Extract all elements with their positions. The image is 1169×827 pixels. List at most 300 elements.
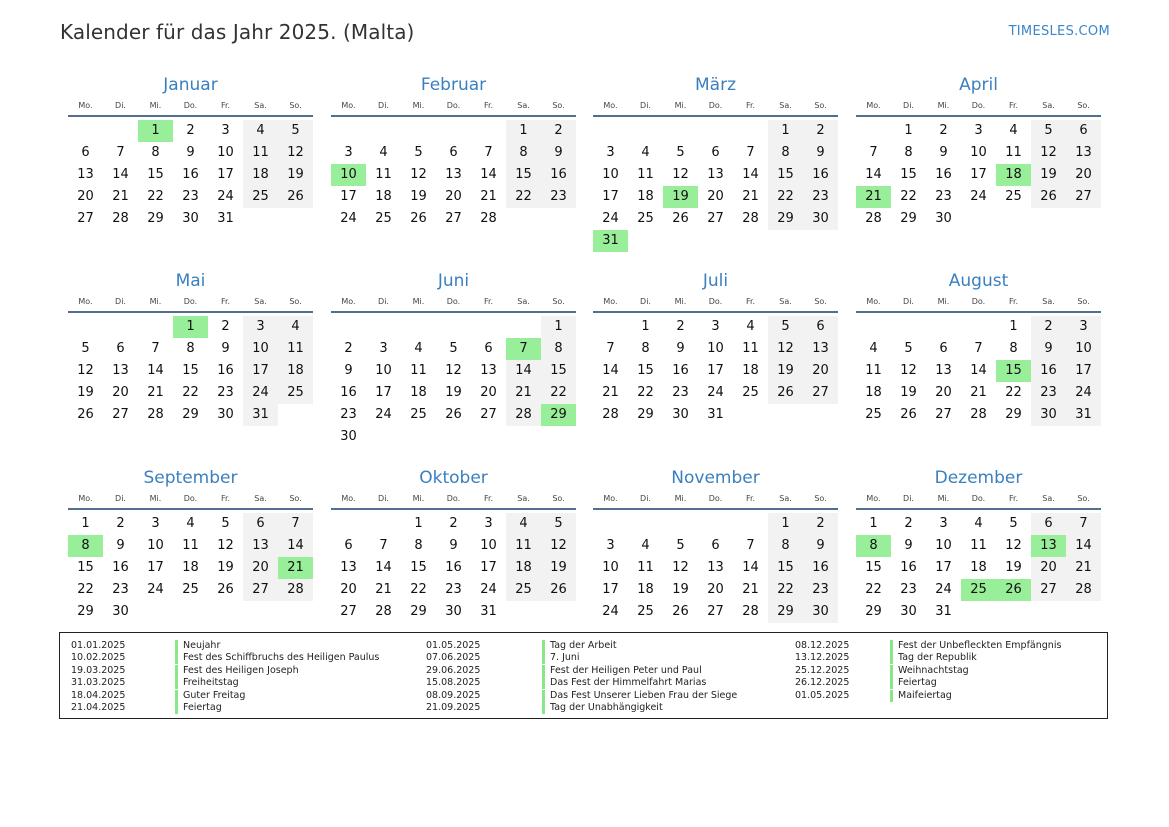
month-6 xyxy=(331,270,576,444)
day-cell: 11 xyxy=(410,363,427,378)
day-cell: 12 xyxy=(278,142,313,164)
day-cell: 21 xyxy=(506,382,541,404)
holiday-day-cell: 1 xyxy=(138,120,173,142)
day-cell: 1 xyxy=(869,516,878,531)
day-cell: 7 xyxy=(974,341,983,356)
day-cell: 10 xyxy=(375,363,392,378)
month-name: Mai xyxy=(175,271,206,291)
day-cell: 28 xyxy=(375,604,392,619)
month-divider xyxy=(68,115,313,117)
day-cell: 25 xyxy=(637,604,654,619)
weekday-label: Fr. xyxy=(745,101,756,110)
day-cell: 21 xyxy=(742,582,759,597)
day-cell: 6 xyxy=(1066,120,1101,142)
weekday-label: Mi. xyxy=(674,297,687,306)
month-1 xyxy=(68,74,313,244)
day-cell: 11 xyxy=(278,338,313,360)
day-cell: 30 xyxy=(182,211,199,226)
day-cell: 23 xyxy=(1031,382,1066,404)
weekday-label: Mi. xyxy=(937,494,950,503)
day-cell: 28 xyxy=(480,211,497,226)
day-cell: 5 xyxy=(278,120,313,142)
day-cell: 27 xyxy=(243,579,278,601)
weekday-label: Sa. xyxy=(779,297,792,306)
day-cell: 29 xyxy=(900,211,917,226)
day-cell: 3 xyxy=(711,319,720,334)
weekday-label: Do. xyxy=(446,297,461,306)
day-cell: 1 xyxy=(1009,319,1018,334)
day-cell: 23 xyxy=(340,407,357,422)
day-cell: 20 xyxy=(340,582,357,597)
month-divider xyxy=(856,311,1101,313)
day-cell: 17 xyxy=(243,360,278,382)
weekday-label: Fr. xyxy=(220,101,231,110)
day-cell: 26 xyxy=(672,211,689,226)
day-cell: 13 xyxy=(340,560,357,575)
day-cell: 20 xyxy=(935,385,952,400)
weekday-label: Mo. xyxy=(866,297,881,306)
day-cell: 4 xyxy=(974,516,983,531)
day-cell: 28 xyxy=(112,211,129,226)
day-cell: 10 xyxy=(707,341,724,356)
day-cell: 10 xyxy=(217,145,234,160)
day-cell: 27 xyxy=(1031,579,1066,601)
holiday-day-cell: 1 xyxy=(173,316,208,338)
month-8 xyxy=(856,270,1101,440)
weekday-label: Mo. xyxy=(78,494,93,503)
weekday-label: Do. xyxy=(971,297,986,306)
day-cell: 10 xyxy=(480,538,497,553)
day-cell: 1 xyxy=(506,120,541,142)
legend-date: 08.12.2025 xyxy=(795,640,850,651)
day-cell: 10 xyxy=(935,538,952,553)
day-cell: 24 xyxy=(935,582,952,597)
day-cell: 8 xyxy=(541,338,576,360)
legend-holiday-name: Neujahr xyxy=(175,640,220,652)
day-cell: 18 xyxy=(742,363,759,378)
day-cell: 28 xyxy=(970,407,987,422)
day-cell: 21 xyxy=(742,189,759,204)
day-cell: 21 xyxy=(1066,557,1101,579)
month-name: Oktober xyxy=(419,468,488,488)
day-cell: 1 xyxy=(904,123,913,138)
month-11 xyxy=(593,467,838,637)
day-cell: 8 xyxy=(1009,341,1018,356)
day-cell: 1 xyxy=(541,316,576,338)
day-cell: 25 xyxy=(865,407,882,422)
weekday-label: Fr. xyxy=(1008,297,1019,306)
legend-holiday-name: Feiertag xyxy=(890,677,937,689)
weekday-header xyxy=(593,493,838,505)
day-cell: 29 xyxy=(77,604,94,619)
weekday-label: Do. xyxy=(183,101,198,110)
weekday-label: So. xyxy=(1077,101,1090,110)
day-cell: 25 xyxy=(375,211,392,226)
weekday-header xyxy=(68,296,313,308)
day-cell: 18 xyxy=(278,360,313,382)
day-cell: 17 xyxy=(935,560,952,575)
day-cell: 15 xyxy=(637,363,654,378)
day-cell: 5 xyxy=(904,341,913,356)
day-cell: 20 xyxy=(1031,557,1066,579)
weekday-label: So. xyxy=(814,101,827,110)
day-cell: 16 xyxy=(340,385,357,400)
day-cell: 4 xyxy=(414,341,423,356)
day-cell: 8 xyxy=(151,145,160,160)
day-cell: 31 xyxy=(935,604,952,619)
day-cell: 26 xyxy=(445,407,462,422)
day-cell: 6 xyxy=(484,341,493,356)
weekday-label: Sa. xyxy=(779,101,792,110)
day-cell: 31 xyxy=(217,211,234,226)
month-9 xyxy=(68,467,313,637)
day-cell: 15 xyxy=(182,363,199,378)
day-cell: 31 xyxy=(480,604,497,619)
day-cell: 20 xyxy=(707,582,724,597)
day-cell: 22 xyxy=(1005,385,1022,400)
day-cell: 28 xyxy=(865,211,882,226)
holiday-day-cell: 15 xyxy=(996,360,1031,382)
month-divider xyxy=(593,115,838,117)
weekday-label: Mi. xyxy=(674,494,687,503)
day-cell: 20 xyxy=(803,360,838,382)
day-cell: 29 xyxy=(768,601,803,623)
month-divider xyxy=(856,508,1101,510)
day-cell: 10 xyxy=(602,167,619,182)
day-cell: 5 xyxy=(414,145,423,160)
day-cell: 4 xyxy=(243,120,278,142)
day-cell: 14 xyxy=(375,560,392,575)
day-cell: 4 xyxy=(186,516,195,531)
month-name: April xyxy=(959,75,998,95)
day-cell: 16 xyxy=(803,557,838,579)
day-cell: 29 xyxy=(147,211,164,226)
day-cell: 30 xyxy=(803,601,838,623)
day-cell: 3 xyxy=(484,516,493,531)
day-cell: 9 xyxy=(1031,338,1066,360)
holiday-day-cell: 31 xyxy=(593,230,628,252)
day-cell: 30 xyxy=(217,407,234,422)
day-cell: 30 xyxy=(672,407,689,422)
month-2 xyxy=(331,74,576,244)
weekday-label: Fr. xyxy=(1008,101,1019,110)
day-cell: 21 xyxy=(375,582,392,597)
holiday-day-cell: 8 xyxy=(856,535,891,557)
day-cell: 8 xyxy=(904,145,913,160)
day-cell: 2 xyxy=(186,123,195,138)
day-cell: 29 xyxy=(637,407,654,422)
day-cell: 6 xyxy=(939,341,948,356)
day-cell: 15 xyxy=(410,560,427,575)
day-cell: 23 xyxy=(803,579,838,601)
day-cell: 4 xyxy=(641,145,650,160)
weekday-label: Do. xyxy=(446,101,461,110)
month-divider xyxy=(856,115,1101,117)
weekday-label: Do. xyxy=(708,297,723,306)
legend-holiday-name: Maifeiertag xyxy=(890,690,952,702)
day-cell: 5 xyxy=(768,316,803,338)
day-cell: 21 xyxy=(602,385,619,400)
legend-date: 29.06.2025 xyxy=(426,664,481,676)
day-cell: 29 xyxy=(865,604,882,619)
weekday-label: Sa. xyxy=(1042,101,1055,110)
weekday-label: Mo. xyxy=(603,297,618,306)
month-divider xyxy=(68,311,313,313)
day-cell: 7 xyxy=(379,538,388,553)
day-cell: 22 xyxy=(865,582,882,597)
holiday-day-cell: 21 xyxy=(278,557,313,579)
weekday-label: Sa. xyxy=(517,494,530,503)
day-cell: 23 xyxy=(541,186,576,208)
legend-holiday-name: Weihnachtstag xyxy=(890,665,969,677)
day-cell: 13 xyxy=(707,560,724,575)
weekday-label: Fr. xyxy=(745,494,756,503)
day-cell: 11 xyxy=(865,363,882,378)
weekday-label: Sa. xyxy=(1042,494,1055,503)
day-cell: 2 xyxy=(803,120,838,142)
weekday-label: Mi. xyxy=(149,494,162,503)
month-name: August xyxy=(948,271,1009,291)
day-cell: 6 xyxy=(344,538,353,553)
day-cell: 16 xyxy=(900,560,917,575)
day-cell: 23 xyxy=(900,582,917,597)
holiday-day-cell: 26 xyxy=(996,579,1031,601)
day-cell: 4 xyxy=(1009,123,1018,138)
month-divider xyxy=(68,508,313,510)
day-cell: 26 xyxy=(768,382,803,404)
day-cell: 5 xyxy=(676,538,685,553)
day-cell: 2 xyxy=(541,120,576,142)
day-cell: 27 xyxy=(445,211,462,226)
day-cell: 9 xyxy=(676,341,685,356)
weekday-label: Mo. xyxy=(603,494,618,503)
day-cell: 28 xyxy=(278,579,313,601)
day-cell: 1 xyxy=(768,120,803,142)
legend-date: 21.09.2025 xyxy=(426,702,481,713)
day-cell: 9 xyxy=(803,142,838,164)
day-cell: 18 xyxy=(637,582,654,597)
day-cell: 13 xyxy=(480,363,497,378)
weekday-label: Mo. xyxy=(866,494,881,503)
weekday-label: Do. xyxy=(183,297,198,306)
day-cell: 7 xyxy=(869,145,878,160)
day-cell: 17 xyxy=(602,582,619,597)
day-cell: 25 xyxy=(410,407,427,422)
legend-date: 25.12.2025 xyxy=(795,664,850,676)
weekday-label: Do. xyxy=(183,494,198,503)
weekday-label: So. xyxy=(814,297,827,306)
day-cell: 11 xyxy=(375,167,392,182)
weekday-label: So. xyxy=(1077,494,1090,503)
day-cell: 4 xyxy=(641,538,650,553)
day-cell: 13 xyxy=(243,535,278,557)
day-cell: 17 xyxy=(340,189,357,204)
day-cell: 7 xyxy=(116,145,125,160)
day-cell: 6 xyxy=(81,145,90,160)
weekday-label: So. xyxy=(552,101,565,110)
weekday-header xyxy=(331,296,576,308)
day-cell: 24 xyxy=(602,604,619,619)
day-cell: 13 xyxy=(935,363,952,378)
day-cell: 12 xyxy=(672,167,689,182)
day-cell: 10 xyxy=(970,145,987,160)
day-cell: 15 xyxy=(77,560,94,575)
day-cell: 20 xyxy=(243,557,278,579)
day-cell: 30 xyxy=(935,211,952,226)
day-cell: 28 xyxy=(602,407,619,422)
day-cell: 28 xyxy=(506,404,541,426)
day-cell: 9 xyxy=(221,341,230,356)
legend-date: 01.05.2025 xyxy=(795,689,850,701)
day-cell: 14 xyxy=(147,363,164,378)
day-cell: 29 xyxy=(182,407,199,422)
day-cell: 3 xyxy=(344,145,353,160)
day-cell: 5 xyxy=(81,341,90,356)
day-cell: 8 xyxy=(768,535,803,557)
day-cell: 3 xyxy=(379,341,388,356)
day-cell: 19 xyxy=(445,385,462,400)
day-cell: 9 xyxy=(116,538,125,553)
day-cell: 2 xyxy=(1031,316,1066,338)
day-cell: 10 xyxy=(147,538,164,553)
day-cell: 19 xyxy=(1005,560,1022,575)
day-cell: 19 xyxy=(900,385,917,400)
weekday-label: Fr. xyxy=(220,494,231,503)
day-cell: 13 xyxy=(1066,142,1101,164)
day-cell: 24 xyxy=(217,189,234,204)
legend-date: 01.01.2025 xyxy=(71,640,126,651)
weekday-label: Sa. xyxy=(517,297,530,306)
day-cell: 24 xyxy=(1066,382,1101,404)
holiday-day-cell: 13 xyxy=(1031,535,1066,557)
day-cell: 26 xyxy=(541,579,576,601)
day-cell: 24 xyxy=(707,385,724,400)
day-cell: 6 xyxy=(243,513,278,535)
day-cell: 30 xyxy=(340,429,357,444)
weekday-label: Mo. xyxy=(866,101,881,110)
day-cell: 22 xyxy=(506,186,541,208)
day-cell: 14 xyxy=(602,363,619,378)
day-cell: 25 xyxy=(1005,189,1022,204)
day-cell: 7 xyxy=(746,538,755,553)
weekday-label: Di. xyxy=(378,297,389,306)
weekday-label: Do. xyxy=(708,101,723,110)
day-cell: 17 xyxy=(217,167,234,182)
day-cell: 23 xyxy=(672,385,689,400)
legend-holiday-name: 7. Juni xyxy=(542,652,580,664)
weekday-label: Sa. xyxy=(254,494,267,503)
day-cell: 24 xyxy=(340,211,357,226)
day-cell: 14 xyxy=(742,167,759,182)
day-cell: 2 xyxy=(803,513,838,535)
weekday-label: Di. xyxy=(378,494,389,503)
holiday-day-cell: 25 xyxy=(961,579,996,601)
weekday-header xyxy=(856,493,1101,505)
day-cell: 18 xyxy=(865,385,882,400)
day-cell: 16 xyxy=(541,164,576,186)
day-cell: 11 xyxy=(637,167,654,182)
legend-date: 13.12.2025 xyxy=(795,652,850,664)
day-cell: 22 xyxy=(410,582,427,597)
day-cell: 20 xyxy=(707,189,724,204)
weekday-label: Fr. xyxy=(1008,494,1019,503)
weekday-label: Di. xyxy=(115,297,126,306)
weekday-label: Mi. xyxy=(149,101,162,110)
day-cell: 14 xyxy=(865,167,882,182)
day-cell: 19 xyxy=(541,557,576,579)
day-cell: 6 xyxy=(711,145,720,160)
legend-holiday-name: Fest der Heiligen Peter und Paul xyxy=(542,665,702,677)
day-cell: 22 xyxy=(541,382,576,404)
day-cell: 20 xyxy=(480,385,497,400)
weekday-header xyxy=(68,100,313,112)
day-cell: 8 xyxy=(414,538,423,553)
day-cell: 21 xyxy=(147,385,164,400)
day-cell: 20 xyxy=(1066,164,1101,186)
day-cell: 19 xyxy=(77,385,94,400)
day-cell: 3 xyxy=(151,516,160,531)
day-cell: 2 xyxy=(449,516,458,531)
day-cell: 2 xyxy=(221,319,230,334)
day-cell: 25 xyxy=(243,186,278,208)
weekday-header xyxy=(68,493,313,505)
day-cell: 24 xyxy=(602,211,619,226)
day-cell: 3 xyxy=(974,123,983,138)
weekday-label: Mi. xyxy=(412,101,425,110)
day-cell: 31 xyxy=(243,404,278,426)
day-cell: 30 xyxy=(445,604,462,619)
day-cell: 28 xyxy=(1066,579,1101,601)
day-cell: 30 xyxy=(1031,404,1066,426)
day-cell: 16 xyxy=(112,560,129,575)
day-cell: 16 xyxy=(1031,360,1066,382)
day-cell: 30 xyxy=(112,604,129,619)
day-cell: 15 xyxy=(506,164,541,186)
legend-holiday-name: Tag der Unabhängigkeit xyxy=(542,702,663,714)
day-cell: 27 xyxy=(803,382,838,404)
legend-holiday-name: Tag der Republik xyxy=(890,652,977,664)
day-cell: 22 xyxy=(768,186,803,208)
day-cell: 23 xyxy=(112,582,129,597)
weekday-label: Fr. xyxy=(745,297,756,306)
weekday-label: Di. xyxy=(115,101,126,110)
day-cell: 20 xyxy=(445,189,462,204)
day-cell: 23 xyxy=(217,385,234,400)
day-cell: 23 xyxy=(182,189,199,204)
legend-holiday-name: Das Fest der Himmelfahrt Marias xyxy=(542,677,706,689)
day-cell: 8 xyxy=(506,142,541,164)
legend-date: 18.04.2025 xyxy=(71,689,126,701)
day-cell: 19 xyxy=(768,360,803,382)
weekday-header xyxy=(593,100,838,112)
day-cell: 24 xyxy=(375,407,392,422)
weekday-label: Di. xyxy=(903,494,914,503)
day-cell: 28 xyxy=(147,407,164,422)
month-name: Januar xyxy=(163,75,218,95)
weekday-label: So. xyxy=(289,297,302,306)
day-cell: 21 xyxy=(112,189,129,204)
month-10 xyxy=(331,467,576,637)
day-cell: 18 xyxy=(410,385,427,400)
month-divider xyxy=(331,115,576,117)
day-cell: 11 xyxy=(1005,145,1022,160)
day-cell: 4 xyxy=(379,145,388,160)
day-cell: 14 xyxy=(112,167,129,182)
day-cell: 11 xyxy=(182,538,199,553)
day-cell: 28 xyxy=(742,211,759,226)
brand-link[interactable]: TIMESLES.COM xyxy=(1008,24,1110,39)
day-cell: 3 xyxy=(606,145,615,160)
